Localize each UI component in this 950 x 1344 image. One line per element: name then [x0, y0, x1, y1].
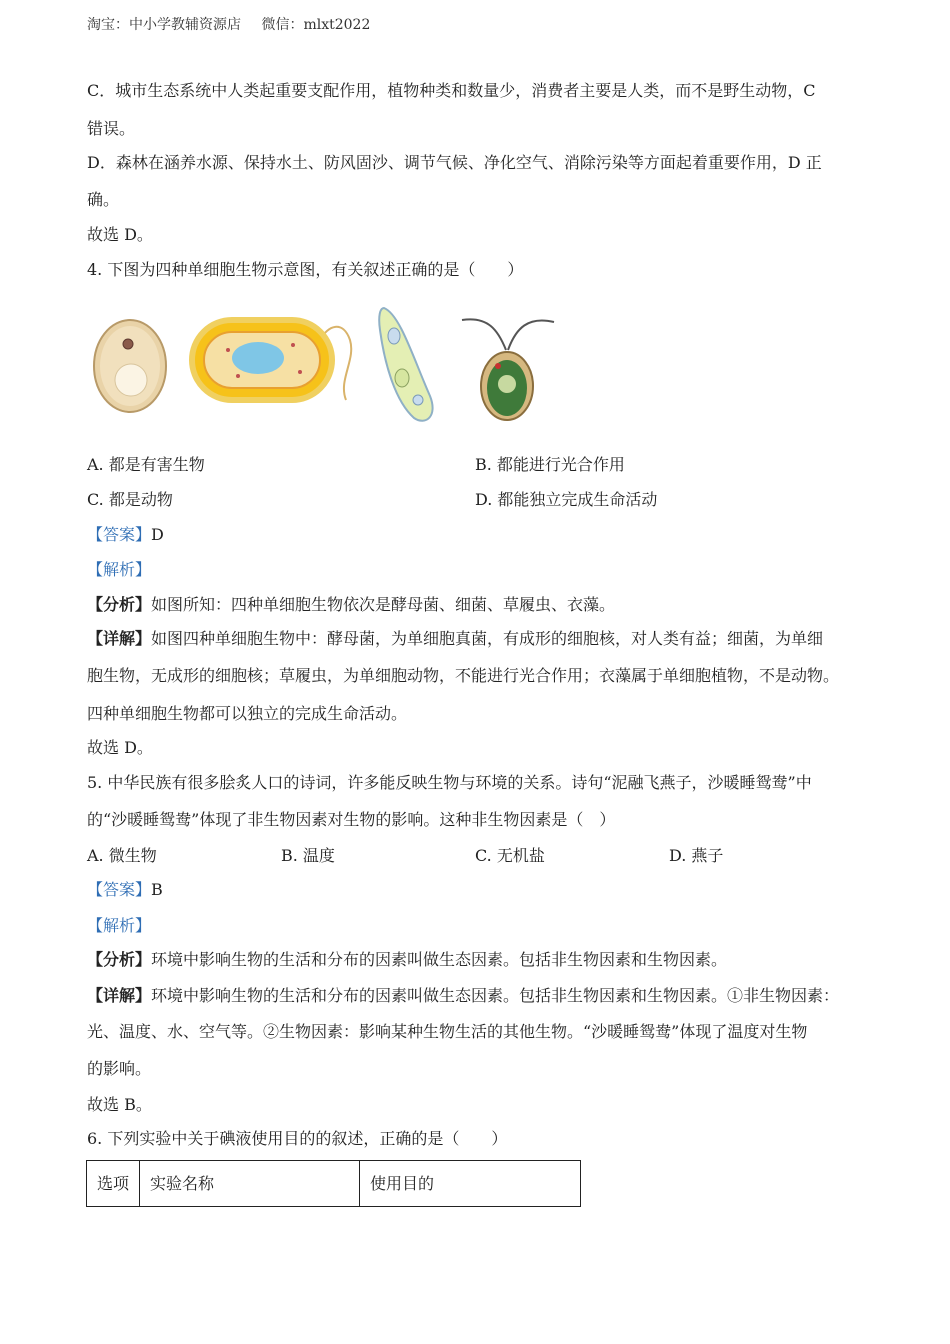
- q5-option-b: B. 温度: [281, 846, 335, 865]
- q4-conclusion: 故选 D。: [87, 738, 153, 757]
- q5-xiangjie-line3: 的影响。: [87, 1059, 152, 1078]
- q5-conclusion: 故选 B。: [87, 1095, 152, 1114]
- q3-option-d-line1: D．森林在涵养水源、保持水土、防风固沙、调节气候、净化空气、消除污染等方面起着重要作用，D 正: [87, 153, 822, 172]
- q5-stem-line1: 5. 中华民族有很多脍炙人口的诗词，许多能反映生物与环境的关系。诗句“泥融飞燕子，沙暖睡鸳鸯”中: [87, 773, 812, 792]
- q5-fenxi: [87, 949, 727, 971]
- paramecium-icon: [379, 308, 432, 421]
- shop-label: 淘宝：中小学教辅资源店: [87, 17, 241, 33]
- q5-analysis-heading: [87, 915, 151, 937]
- chlamydomonas-icon: [462, 319, 554, 420]
- table-header-experiment: 实验名称: [140, 1161, 360, 1207]
- xiangjie-text: 环境中影响生物的生活和分布的因素叫做生态因素。包括非生物因素和生物因素。①非生物因素：: [151, 986, 840, 1005]
- fenxi-tag: 【分析】: [87, 595, 152, 614]
- fenxi-text: 如图所知：四种单细胞生物依次是酵母菌、细菌、草履虫、衣藻。: [151, 595, 616, 614]
- q5-xiangjie-line2: 光、温度、水、空气等。②生物因素：影响某种生物生活的其他生物。“沙暖睡鸳鸯”体现了温度对生物: [87, 1022, 808, 1041]
- q4-option-b: B. 都能进行光合作用: [475, 455, 625, 474]
- q3-conclusion: 故选 D。: [87, 225, 153, 244]
- q3-option-c-line2: 错误。: [87, 119, 136, 138]
- fenxi-tag: 【分析】: [87, 950, 152, 969]
- q4-fenxi: [87, 594, 615, 616]
- q5-option-a: A. 微生物: [87, 846, 157, 865]
- q3-option-c-line1: C．城市生态系统中人类起重要支配作用，植物种类和数量少，消费者主要是人类，而不是野生动物，C: [87, 81, 816, 100]
- q5-xiangjie-line1: [87, 985, 839, 1007]
- q4-option-c: C. 都是动物: [87, 490, 173, 509]
- q4-analysis-heading: [87, 559, 151, 581]
- table-header-option: 选项: [87, 1161, 140, 1207]
- table-header-row: [87, 1161, 581, 1207]
- q6-table: [86, 1160, 581, 1207]
- q5-answer: [87, 879, 163, 901]
- table-header-purpose: 使用目的: [360, 1161, 581, 1207]
- q6-stem: 6. 下列实验中关于碘液使用目的的叙述，正确的是（ ）: [87, 1129, 508, 1148]
- q5-stem-line2: 的“沙暖睡鸳鸯”体现了非生物因素对生物的影响。这种非生物因素是（ ）: [87, 810, 616, 829]
- analysis-tag: 【解析】: [87, 560, 152, 579]
- answer-value: B: [151, 880, 163, 899]
- wechat-label: 微信：mlxt2022: [261, 17, 371, 33]
- analysis-tag: 【解析】: [87, 916, 152, 935]
- q4-xiangjie-line3: 四种单细胞生物都可以独立的完成生命活动。: [87, 704, 408, 723]
- fenxi-text: 环境中影响生物的生活和分布的因素叫做生态因素。包括非生物因素和生物因素。: [151, 950, 728, 969]
- q5-option-d: D. 燕子: [669, 846, 724, 865]
- q4-xiangjie-line2: 胞生物，无成形的细胞核；草履虫，为单细胞动物，不能进行光合作用；衣藻属于单细胞植物，不是动物。: [87, 666, 840, 685]
- xiangjie-text: 如图四种单细胞生物中：酵母菌，为单细胞真菌，有成形的细胞核，对人类有益；细菌，为单细: [151, 629, 824, 648]
- answer-tag: 【答案】: [87, 525, 152, 544]
- xiangjie-tag: 【详解】: [87, 986, 152, 1005]
- bacterium-icon: [192, 320, 351, 400]
- xiangjie-tag: 【详解】: [87, 629, 152, 648]
- q4-stem: 4. 下图为四种单细胞生物示意图，有关叙述正确的是（ ）: [87, 260, 524, 279]
- q4-option-d: D. 都能独立完成生命活动: [475, 490, 658, 509]
- cell-figure: [88, 300, 568, 440]
- page-header: [87, 14, 370, 34]
- answer-tag: 【答案】: [87, 880, 152, 899]
- answer-value: D: [151, 525, 164, 544]
- yeast-icon: [94, 320, 166, 412]
- q4-xiangjie-line1: [87, 628, 823, 650]
- q3-option-d-line2: 确。: [87, 190, 120, 209]
- q4-option-a: A. 都是有害生物: [87, 455, 205, 474]
- q5-option-c: C. 无机盐: [475, 846, 545, 865]
- q4-answer: [87, 524, 164, 546]
